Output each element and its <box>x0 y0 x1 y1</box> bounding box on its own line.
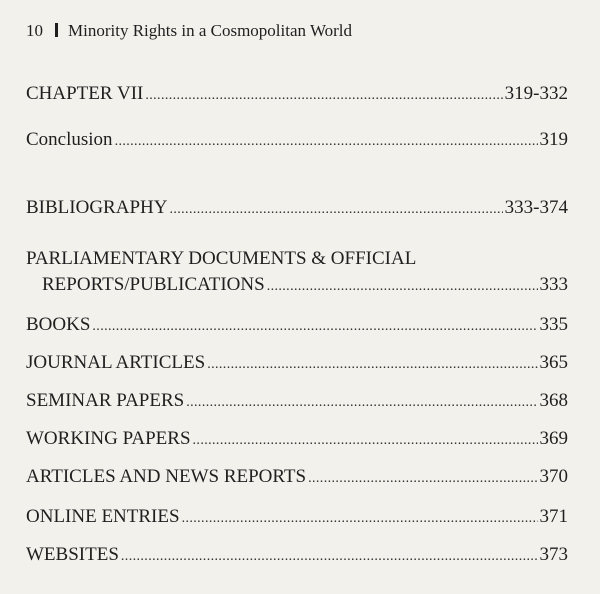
dot-leader <box>267 273 538 299</box>
toc-page: 373 <box>539 544 568 565</box>
dot-leader <box>145 82 502 108</box>
toc-entry-working-papers <box>26 427 568 453</box>
page-number: 10 <box>26 21 43 40</box>
dot-leader <box>186 389 537 415</box>
dot-leader <box>182 505 538 531</box>
toc-page: 333-374 <box>504 197 568 218</box>
toc-label: SEMINAR PAPERS <box>26 390 185 411</box>
toc-label: WEBSITES <box>26 544 119 565</box>
toc-entry-seminar-papers <box>26 389 568 415</box>
toc-label: BOOKS <box>26 314 91 335</box>
toc-label: ARTICLES AND NEWS REPORTS <box>26 466 307 487</box>
dot-leader <box>115 128 538 154</box>
dot-leader <box>193 427 538 453</box>
dot-leader <box>92 313 537 339</box>
toc-label: BIBLIOGRAPHY <box>26 197 168 218</box>
toc-page: 368 <box>539 390 568 411</box>
toc-label-line2: REPORTS/PUBLICATIONS <box>42 274 265 295</box>
toc-entry-chapter-vii <box>26 82 568 108</box>
toc-entry-line2 <box>42 273 568 299</box>
toc-label: Conclusion <box>26 129 113 150</box>
toc-page: 335 <box>539 314 568 335</box>
toc-entry-articles-news <box>26 465 568 491</box>
book-title: Minority Rights in a Cosmopolitan World <box>68 21 353 40</box>
toc-page: 369 <box>539 428 568 449</box>
dot-leader <box>308 465 537 491</box>
toc-entry-books <box>26 313 568 339</box>
toc-label: ONLINE ENTRIES <box>26 506 180 527</box>
toc-label: WORKING PAPERS <box>26 428 191 449</box>
toc-entry-bibliography <box>26 196 568 222</box>
toc-label: JOURNAL ARTICLES <box>26 352 206 373</box>
separator-bar <box>55 23 58 37</box>
toc-page: 371 <box>539 506 568 527</box>
toc-page: 319-332 <box>504 83 568 104</box>
toc-label-line1: PARLIAMENTARY DOCUMENTS & OFFICIAL <box>26 248 417 269</box>
toc-entry-journal-articles <box>26 351 568 377</box>
toc-entry-parliamentary <box>26 247 568 303</box>
toc-entry-online-entries <box>26 505 568 531</box>
running-head <box>26 20 352 42</box>
toc-page: 333 <box>539 274 568 295</box>
toc-label: CHAPTER VII <box>26 83 144 104</box>
toc-entry-conclusion <box>26 128 568 154</box>
toc-page: 370 <box>539 466 568 487</box>
dot-leader <box>207 351 537 377</box>
toc-page: 319 <box>539 129 568 150</box>
dot-leader <box>169 196 502 222</box>
dot-leader <box>121 543 538 569</box>
toc-page: 365 <box>539 352 568 373</box>
toc-entry-websites <box>26 543 568 569</box>
